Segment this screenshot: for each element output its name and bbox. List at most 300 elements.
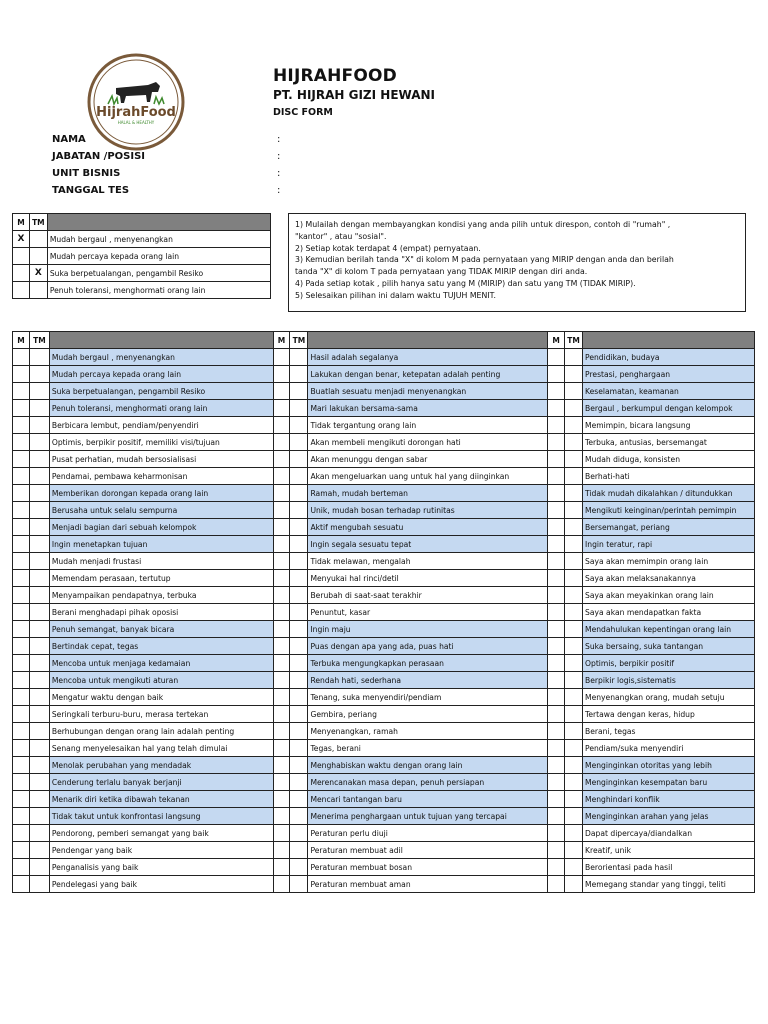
tm-checkbox[interactable]	[565, 655, 583, 672]
company-name: HIJRAHFOOD	[273, 66, 397, 86]
statement-text: Menghabiskan waktu dengan orang lain	[308, 757, 548, 774]
disc-table	[12, 331, 755, 893]
statement-text: Peraturan membuat adil	[308, 842, 548, 859]
m-checkbox[interactable]	[273, 723, 290, 740]
m-checkbox[interactable]	[273, 349, 290, 366]
m-checkbox[interactable]	[273, 366, 290, 383]
tm-checkbox[interactable]	[290, 740, 308, 757]
tm-checkbox[interactable]	[290, 451, 308, 468]
logo-text: HijrahFood	[96, 105, 176, 120]
tm-checkbox[interactable]	[290, 859, 308, 876]
tm-checkbox[interactable]	[29, 383, 49, 400]
m-checkbox[interactable]	[13, 842, 30, 859]
m-checkbox[interactable]: X	[13, 231, 30, 248]
m-checkbox[interactable]	[273, 519, 290, 536]
m-checkbox[interactable]	[273, 757, 290, 774]
statement-text: Mudah percaya kepada orang lain	[49, 366, 273, 383]
instructions-box	[288, 213, 746, 312]
m-checkbox[interactable]	[273, 655, 290, 672]
tm-checkbox[interactable]	[29, 876, 49, 893]
tm-checkbox[interactable]	[565, 825, 583, 842]
m-checkbox[interactable]	[273, 876, 290, 893]
tm-checkbox[interactable]	[565, 366, 583, 383]
m-checkbox[interactable]	[13, 248, 30, 265]
tm-checkbox[interactable]	[565, 451, 583, 468]
statement-text: Berubah di saat-saat terakhir	[308, 587, 548, 604]
instruction-line: tanda "X" di kolom T pada pernyataan yang TIDAK MIRIP dengan diri anda.	[295, 267, 588, 277]
tm-checkbox[interactable]	[29, 655, 49, 672]
tm-checkbox[interactable]	[29, 519, 49, 536]
tm-checkbox[interactable]	[290, 842, 308, 859]
m-checkbox[interactable]	[13, 417, 30, 434]
tm-checkbox[interactable]	[565, 553, 583, 570]
field-label: TANGGAL TES	[52, 185, 130, 196]
tm-checkbox[interactable]	[290, 825, 308, 842]
m-checkbox[interactable]	[13, 468, 30, 485]
m-checkbox[interactable]	[13, 876, 30, 893]
tm-checkbox[interactable]	[290, 672, 308, 689]
m-checkbox[interactable]	[13, 434, 30, 451]
m-checkbox[interactable]	[273, 417, 290, 434]
m-checkbox[interactable]	[548, 604, 565, 621]
tm-checkbox[interactable]	[29, 774, 49, 791]
tm-checkbox[interactable]	[29, 400, 49, 417]
m-checkbox[interactable]	[548, 706, 565, 723]
statement-row	[13, 434, 755, 451]
m-checkbox[interactable]	[13, 706, 30, 723]
statement-header	[49, 332, 273, 349]
statement-text: Penuh semangat, banyak bicara	[49, 621, 273, 638]
m-checkbox[interactable]	[13, 383, 30, 400]
tm-checkbox[interactable]	[565, 808, 583, 825]
m-checkbox[interactable]	[273, 468, 290, 485]
m-checkbox[interactable]	[273, 859, 290, 876]
tm-checkbox[interactable]	[565, 502, 583, 519]
tm-checkbox[interactable]	[290, 638, 308, 655]
statement-text: Memegang standar yang tinggi, teliti	[583, 876, 755, 893]
tm-checkbox[interactable]	[290, 604, 308, 621]
tm-checkbox[interactable]	[290, 791, 308, 808]
tm-checkbox[interactable]	[290, 485, 308, 502]
tm-checkbox[interactable]	[290, 434, 308, 451]
tm-checkbox[interactable]	[29, 723, 49, 740]
statement-text: Mudah bergaul , menyenangkan	[49, 349, 273, 366]
statement-text: Tenang, suka menyendiri/pendiam	[308, 689, 548, 706]
tm-checkbox[interactable]	[29, 570, 49, 587]
tm-checkbox[interactable]	[29, 248, 47, 265]
company-header	[273, 66, 435, 118]
tm-checkbox[interactable]	[29, 451, 49, 468]
statement-text: Berhubungan dengan orang lain adalah penting	[49, 723, 273, 740]
m-checkbox[interactable]	[13, 519, 30, 536]
statement-text: Ingin segala sesuatu tepat	[308, 536, 548, 553]
statement-header	[308, 332, 548, 349]
statement-text: Hasil adalah segalanya	[308, 349, 548, 366]
m-checkbox[interactable]	[548, 621, 565, 638]
statement-text: Penganalisis yang baik	[49, 859, 273, 876]
m-checkbox[interactable]	[13, 655, 30, 672]
statement-row	[13, 417, 755, 434]
field-colon: :	[277, 134, 281, 145]
field-tanggal-tes[interactable]	[52, 182, 292, 199]
tm-checkbox[interactable]	[29, 553, 49, 570]
tm-checkbox[interactable]	[565, 519, 583, 536]
statement-text: Menerima penghargaan untuk tujuan yang tercapai	[308, 808, 548, 825]
statement-row	[13, 740, 755, 757]
example-row	[13, 265, 271, 282]
tm-checkbox[interactable]	[565, 876, 583, 893]
tm-checkbox[interactable]	[29, 485, 49, 502]
statement-row	[13, 519, 755, 536]
statement-text: Suka berpetualangan, pengambil Resiko	[47, 265, 270, 282]
statement-text: Bergaul , berkumpul dengan kelompok	[583, 400, 755, 417]
statement-text: Pendorong, pemberi semangat yang baik	[49, 825, 273, 842]
m-checkbox[interactable]	[273, 536, 290, 553]
tm-checkbox[interactable]	[565, 638, 583, 655]
statement-text: Pendidikan, budaya	[583, 349, 755, 366]
statement-row	[13, 587, 755, 604]
m-checkbox[interactable]	[13, 451, 30, 468]
tm-checkbox[interactable]: X	[29, 265, 47, 282]
m-checkbox[interactable]	[548, 553, 565, 570]
statement-row	[13, 672, 755, 689]
tm-checkbox[interactable]	[290, 689, 308, 706]
tm-checkbox[interactable]	[565, 723, 583, 740]
example-row	[13, 282, 271, 299]
statement-row	[13, 825, 755, 842]
m-checkbox[interactable]	[548, 536, 565, 553]
m-checkbox[interactable]	[13, 265, 30, 282]
tm-checkbox[interactable]	[290, 536, 308, 553]
statement-text: Memberikan dorongan kepada orang lain	[49, 485, 273, 502]
m-checkbox[interactable]	[548, 876, 565, 893]
m-checkbox[interactable]	[548, 757, 565, 774]
tm-checkbox[interactable]	[290, 876, 308, 893]
statement-text: Merencanakan masa depan, penuh persiapan	[308, 774, 548, 791]
field-unit-bisnis[interactable]	[52, 165, 292, 182]
tm-checkbox[interactable]	[29, 808, 49, 825]
m-checkbox[interactable]	[13, 485, 30, 502]
tm-checkbox[interactable]	[29, 434, 49, 451]
example-table	[12, 213, 271, 299]
tm-checkbox[interactable]	[565, 434, 583, 451]
m-checkbox[interactable]	[548, 417, 565, 434]
m-checkbox[interactable]	[548, 825, 565, 842]
statement-text: Berhati-hati	[583, 468, 755, 485]
statement-row	[13, 570, 755, 587]
tm-checkbox[interactable]	[565, 740, 583, 757]
m-checkbox[interactable]	[13, 553, 30, 570]
m-checkbox[interactable]	[548, 451, 565, 468]
m-checkbox[interactable]	[273, 400, 290, 417]
m-checkbox[interactable]	[548, 485, 565, 502]
example-row	[13, 231, 271, 248]
m-checkbox[interactable]	[13, 349, 30, 366]
statement-text: Akan menunggu dengan sabar	[308, 451, 548, 468]
tm-checkbox[interactable]	[29, 672, 49, 689]
tm-checkbox[interactable]	[565, 672, 583, 689]
m-checkbox[interactable]	[548, 672, 565, 689]
statement-text: Ingin maju	[308, 621, 548, 638]
statement-text: Peraturan membuat aman	[308, 876, 548, 893]
m-checkbox[interactable]	[548, 638, 565, 655]
tm-checkbox[interactable]	[565, 604, 583, 621]
tm-checkbox[interactable]	[565, 400, 583, 417]
tm-checkbox[interactable]	[290, 587, 308, 604]
tm-checkbox[interactable]	[290, 366, 308, 383]
tm-checkbox[interactable]	[29, 349, 49, 366]
tm-checkbox[interactable]	[29, 468, 49, 485]
tm-checkbox[interactable]	[29, 417, 49, 434]
tm-checkbox[interactable]	[29, 366, 49, 383]
tm-checkbox[interactable]	[290, 570, 308, 587]
m-checkbox[interactable]	[548, 502, 565, 519]
statement-row	[13, 706, 755, 723]
m-checkbox[interactable]	[273, 451, 290, 468]
tm-header: TM	[29, 214, 47, 231]
tm-checkbox[interactable]	[290, 468, 308, 485]
form-title: DISC FORM	[273, 107, 333, 118]
m-checkbox[interactable]	[13, 774, 30, 791]
m-checkbox[interactable]	[273, 808, 290, 825]
tm-checkbox[interactable]	[29, 638, 49, 655]
m-checkbox[interactable]	[13, 638, 30, 655]
tm-checkbox[interactable]	[29, 536, 49, 553]
m-checkbox[interactable]	[13, 791, 30, 808]
field-nama[interactable]	[52, 131, 292, 148]
m-checkbox[interactable]	[13, 282, 30, 299]
m-checkbox[interactable]	[548, 859, 565, 876]
tm-checkbox[interactable]	[565, 774, 583, 791]
m-header: M	[548, 332, 565, 349]
tm-checkbox[interactable]	[565, 842, 583, 859]
statement-text: Mencoba untuk mengikuti aturan	[49, 672, 273, 689]
tm-checkbox[interactable]	[29, 502, 49, 519]
tm-checkbox[interactable]	[29, 740, 49, 757]
tm-checkbox[interactable]	[290, 519, 308, 536]
statement-text: Menyukai hal rinci/detil	[308, 570, 548, 587]
statement-text: Rendah hati, sederhana	[308, 672, 548, 689]
tm-checkbox[interactable]	[565, 485, 583, 502]
m-checkbox[interactable]	[13, 740, 30, 757]
m-checkbox[interactable]	[13, 604, 30, 621]
company-pt: PT. HIJRAH GIZI HEWANI	[273, 88, 436, 102]
tm-checkbox[interactable]	[290, 621, 308, 638]
example-row	[13, 248, 271, 265]
m-checkbox[interactable]	[548, 774, 565, 791]
tm-checkbox[interactable]	[290, 383, 308, 400]
tm-checkbox[interactable]	[565, 689, 583, 706]
m-checkbox[interactable]	[548, 723, 565, 740]
statement-text: Tidak tergantung orang lain	[308, 417, 548, 434]
m-checkbox[interactable]	[273, 825, 290, 842]
m-checkbox[interactable]	[13, 570, 30, 587]
tm-checkbox[interactable]	[565, 587, 583, 604]
statement-row	[13, 366, 755, 383]
statement-row	[13, 842, 755, 859]
tm-checkbox[interactable]	[565, 757, 583, 774]
m-checkbox[interactable]	[13, 536, 30, 553]
m-header: M	[13, 332, 30, 349]
tm-checkbox[interactable]	[565, 570, 583, 587]
tm-checkbox[interactable]	[290, 706, 308, 723]
instruction-line: 3) Kemudian berilah tanda "X" di kolom M pada pernyataan yang MIRIP dengan anda dan berilah	[295, 255, 674, 265]
tm-checkbox[interactable]	[565, 621, 583, 638]
m-checkbox[interactable]	[273, 706, 290, 723]
statement-text: Berbicara lembut, pendiam/penyendiri	[49, 417, 273, 434]
tm-checkbox[interactable]	[565, 536, 583, 553]
m-checkbox[interactable]	[273, 774, 290, 791]
tm-checkbox[interactable]	[290, 553, 308, 570]
m-checkbox[interactable]	[273, 553, 290, 570]
statement-row	[13, 757, 755, 774]
m-checkbox[interactable]	[273, 383, 290, 400]
tm-checkbox[interactable]	[29, 791, 49, 808]
tm-checkbox[interactable]	[29, 621, 49, 638]
m-checkbox[interactable]	[548, 519, 565, 536]
statement-text: Mendahulukan kepentingan orang lain	[583, 621, 755, 638]
tm-checkbox[interactable]	[29, 825, 49, 842]
m-checkbox[interactable]	[548, 740, 565, 757]
statement-text: Pendelegasi yang baik	[49, 876, 273, 893]
m-checkbox[interactable]	[273, 587, 290, 604]
m-checkbox[interactable]	[548, 587, 565, 604]
statement-text: Menginginkan kesempatan baru	[583, 774, 755, 791]
statement-text: Mudah diduga, konsisten	[583, 451, 755, 468]
statement-text: Optimis, berpikir positif, memiliki visi/tujuan	[49, 434, 273, 451]
m-checkbox[interactable]	[548, 349, 565, 366]
statement-text: Memendam perasaan, tertutup	[49, 570, 273, 587]
m-checkbox[interactable]	[13, 723, 30, 740]
tm-checkbox[interactable]	[290, 655, 308, 672]
tm-checkbox[interactable]	[290, 400, 308, 417]
tm-checkbox[interactable]	[29, 757, 49, 774]
statement-row	[13, 468, 755, 485]
m-checkbox[interactable]	[273, 689, 290, 706]
statement-text: Penuh toleransi, menghormati orang lain	[49, 400, 273, 417]
m-checkbox[interactable]	[548, 400, 565, 417]
instruction-line: 5) Selesaikan pilihan ini dalam waktu TUJUH MENIT.	[295, 290, 496, 300]
tm-checkbox[interactable]	[290, 417, 308, 434]
tm-checkbox[interactable]	[29, 231, 47, 248]
tm-checkbox[interactable]	[290, 774, 308, 791]
statement-text: Menjadi bagian dari sebuah kelompok	[49, 519, 273, 536]
m-checkbox[interactable]	[13, 808, 30, 825]
tm-checkbox[interactable]	[565, 859, 583, 876]
statement-text: Penuh toleransi, menghormati orang lain	[47, 282, 270, 299]
statement-text: Senang menyelesaikan hal yang telah dimulai	[49, 740, 273, 757]
tm-checkbox[interactable]	[29, 706, 49, 723]
tm-checkbox[interactable]	[290, 723, 308, 740]
m-checkbox[interactable]	[548, 434, 565, 451]
main-header-row	[13, 332, 755, 349]
instruction-line: 2) Setiap kotak terdapat 4 (empat) pernyataan.	[295, 243, 481, 253]
m-checkbox[interactable]	[273, 485, 290, 502]
statement-text: Pendengar yang baik	[49, 842, 273, 859]
tm-checkbox[interactable]	[565, 468, 583, 485]
statement-text: Saya akan meyakinkan orang lain	[583, 587, 755, 604]
m-checkbox[interactable]	[13, 757, 30, 774]
m-checkbox[interactable]	[13, 502, 30, 519]
m-checkbox[interactable]	[273, 621, 290, 638]
m-checkbox[interactable]	[273, 638, 290, 655]
statement-text: Gembira, periang	[308, 706, 548, 723]
statement-row	[13, 774, 755, 791]
statement-row	[13, 502, 755, 519]
statement-text: Terbuka mengungkapkan perasaan	[308, 655, 548, 672]
tm-checkbox[interactable]	[290, 349, 308, 366]
tm-checkbox[interactable]	[565, 417, 583, 434]
m-checkbox[interactable]	[548, 842, 565, 859]
identity-fields	[52, 131, 292, 199]
m-checkbox[interactable]	[548, 366, 565, 383]
tm-checkbox[interactable]	[29, 587, 49, 604]
m-checkbox[interactable]	[548, 791, 565, 808]
statement-text: Mengatur waktu dengan baik	[49, 689, 273, 706]
m-checkbox[interactable]	[548, 655, 565, 672]
m-checkbox[interactable]	[548, 689, 565, 706]
m-checkbox[interactable]	[273, 791, 290, 808]
statement-row	[13, 638, 755, 655]
m-checkbox[interactable]	[548, 570, 565, 587]
tm-checkbox[interactable]	[29, 282, 47, 299]
statement-text: Pendamai, pembawa keharmonisan	[49, 468, 273, 485]
m-checkbox[interactable]	[13, 825, 30, 842]
tm-checkbox[interactable]	[29, 604, 49, 621]
m-checkbox[interactable]	[13, 366, 30, 383]
m-checkbox[interactable]	[273, 570, 290, 587]
statement-text: Akan membeli mengikuti dorongan hati	[308, 434, 548, 451]
statement-text: Aktif mengubah sesuatu	[308, 519, 548, 536]
tm-checkbox[interactable]	[290, 757, 308, 774]
tm-checkbox[interactable]	[290, 502, 308, 519]
statement-text: Optimis, berpikir positif	[583, 655, 755, 672]
m-checkbox[interactable]	[13, 400, 30, 417]
tm-checkbox[interactable]	[29, 842, 49, 859]
m-checkbox[interactable]	[13, 689, 30, 706]
statement-text: Mengikuti keinginan/perintah pemimpin	[583, 502, 755, 519]
statement-text: Berani menghadapi pihak oposisi	[49, 604, 273, 621]
tm-checkbox[interactable]	[565, 349, 583, 366]
m-checkbox[interactable]	[548, 808, 565, 825]
m-checkbox[interactable]	[273, 740, 290, 757]
tm-checkbox[interactable]	[565, 706, 583, 723]
statement-text: Lakukan dengan benar, ketepatan adalah penting	[308, 366, 548, 383]
statement-text: Mudah menjadi frustasi	[49, 553, 273, 570]
statement-row	[13, 451, 755, 468]
instruction-line: 4) Pada setiap kotak , pilih hanya satu yang M (MIRIP) dan satu yang TM (TIDAK MIRIP).	[295, 278, 636, 288]
m-checkbox[interactable]	[548, 383, 565, 400]
tm-checkbox[interactable]	[29, 689, 49, 706]
m-checkbox[interactable]	[273, 434, 290, 451]
tm-checkbox[interactable]	[290, 808, 308, 825]
tm-checkbox[interactable]	[29, 859, 49, 876]
m-checkbox[interactable]	[273, 502, 290, 519]
field-jabatan[interactable]	[52, 148, 292, 165]
m-checkbox[interactable]	[13, 672, 30, 689]
m-checkbox[interactable]	[13, 621, 30, 638]
m-checkbox[interactable]	[273, 604, 290, 621]
tm-checkbox[interactable]	[565, 791, 583, 808]
m-checkbox[interactable]	[13, 859, 30, 876]
m-checkbox[interactable]	[13, 587, 30, 604]
m-checkbox[interactable]	[548, 468, 565, 485]
m-checkbox[interactable]	[273, 842, 290, 859]
tm-checkbox[interactable]	[565, 383, 583, 400]
statement-text: Puas dengan apa yang ada, puas hati	[308, 638, 548, 655]
m-checkbox[interactable]	[273, 672, 290, 689]
statement-text: Prestasi, penghargaan	[583, 366, 755, 383]
